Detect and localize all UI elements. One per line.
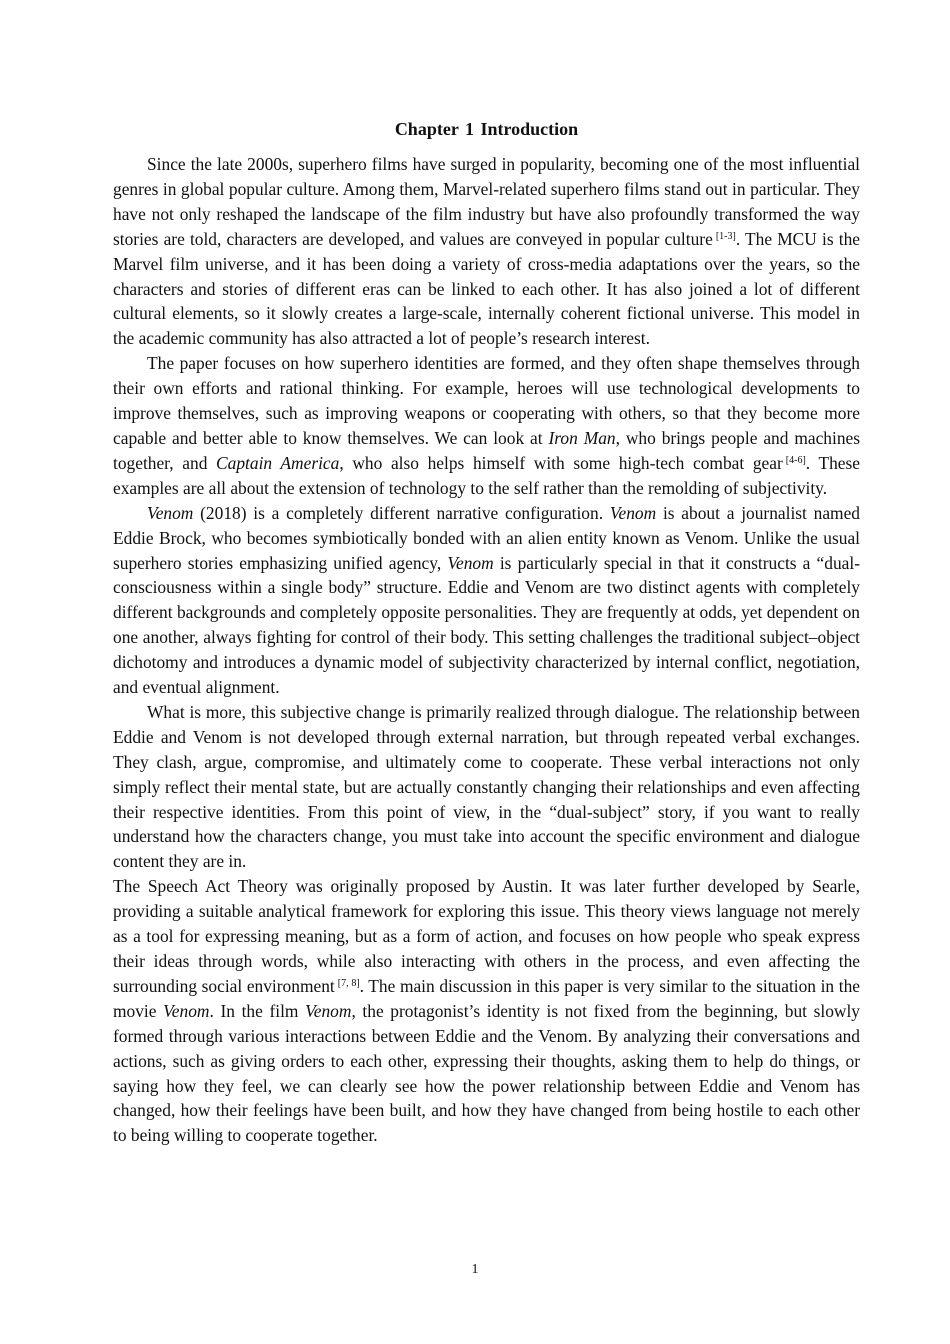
text-run: Since the late 2000s, superhero films have surged in popularity, becoming one of the most influential genres in global popular culture. Among them, Marvel-related superhero films stand out in particular. They have not only reshaped the landscape of the film industry but have also profoundly transformed the way stories are told, characters are developed, and values are conveyed in popular culture bbox=[113, 154, 860, 249]
chapter-title: Chapter 1 Introduction bbox=[394, 119, 579, 139]
citation-marker: [1-3] bbox=[715, 230, 736, 242]
document-page bbox=[113, 116, 860, 1148]
paragraph-4 bbox=[113, 700, 860, 874]
italic-title: Venom bbox=[147, 502, 194, 523]
text-run: . These examples are all about the extension of technology to the self rather than the remolding of subjectivity. bbox=[113, 452, 861, 498]
text-run: , who also helps himself with some high-tech combat gear bbox=[339, 452, 783, 473]
text-run: is particularly special in that it constructs a “dual-consciousness within a single body” structure. Eddie and Venom are two distinct agents with completely different backgrounds and completely opposite personalities. They are frequently at odds, yet dependent on one another, always fighting for control of their body. This setting challenges the traditional subject–object dichotomy and introduces a dynamic model of subjectivity characterized by internal conflict, negotiation, and eventual alignment. bbox=[113, 552, 860, 698]
italic-title: Venom bbox=[447, 552, 494, 573]
italic-title: Venom bbox=[609, 502, 657, 523]
text-run: The Speech Act Theory was originally proposed by Austin. It was later further developed by Searle, providing a suitable analytical framework for exploring this issue. This theory views language not merely as a tool for expressing meaning, but as a form of action, and focuses on how people who speak express their ideas through words, while also interacting with others in the process, and even affecting the surrounding social environment bbox=[113, 876, 860, 996]
paragraph-1 bbox=[113, 152, 860, 351]
italic-title: Iron Man bbox=[548, 427, 616, 448]
text-run: . The main discussion in this paper is very similar to the situation in the movie bbox=[113, 975, 860, 1021]
text-run: The paper focuses on how superhero identities are formed, and they often shape themselves through their own efforts and rational thinking. For example, heroes will use technological developments to improve themselves, such as improving weapons or cooperating with others, so that they become more capable and better able to know themselves. We can look at bbox=[113, 353, 860, 448]
text-run: . In the film bbox=[209, 1000, 306, 1021]
italic-title: Venom bbox=[163, 1000, 210, 1021]
paragraph-5 bbox=[113, 874, 860, 1148]
text-run: is about a journalist named Eddie Brock, who becomes symbiotically bonded with an alien entity known as Venom. Unlike the usual superhero stories emphasizing unified agency, bbox=[113, 502, 860, 573]
text-run: What is more, this subjective change is primarily realized through dialogue. The relationship between Eddie and Venom is not developed through external narration, but through repeated verbal exchanges. They clash, argue, compromise, and ultimately come to cooperate. These verbal interactions not only simply reflect their mental state, but are actually constantly changing their relationships and even affecting their respective identities. From this point of view, in the “dual-subject” story, if you want to really understand how the characters change, you must take into account the specific environment and dialogue content they are in. bbox=[113, 701, 860, 872]
page-number: 1 bbox=[471, 1262, 479, 1277]
italic-title: Captain America bbox=[216, 452, 340, 473]
paragraph-2 bbox=[113, 351, 860, 500]
paragraph-3 bbox=[113, 501, 860, 700]
text-run: (2018) is a completely different narrative configuration. bbox=[193, 502, 610, 523]
text-run: , who brings people and machines together, and bbox=[113, 427, 861, 473]
italic-title: Venom bbox=[305, 1000, 352, 1021]
chapter-body bbox=[113, 152, 860, 1148]
citation-marker: [4-6] bbox=[785, 454, 806, 466]
citation-marker: [7, 8] bbox=[337, 977, 360, 989]
text-run: . The MCU is the Marvel film universe, and it has been doing a variety of cross-media adaptations over the years, so the characters and stories of different eras can be linked to each other. It has also joined a lot of different cultural elements, so it slowly creates a large-scale, internally coherent fictional universe. This model in the academic community has also attracted a lot of people’s research interest. bbox=[113, 228, 860, 349]
text-run: , the protagonist’s identity is not fixed from the beginning, but slowly formed through various interactions between Eddie and the Venom. By analyzing their conversations and actions, such as giving orders to each other, expressing their thoughts, asking them to help do things, or saying how they feel, we can clearly see how the power relationship between Eddie and Venom has changed, how their feelings have been built, and how they have changed from being hostile to each other to being willing to cooperate together. bbox=[113, 1000, 861, 1146]
